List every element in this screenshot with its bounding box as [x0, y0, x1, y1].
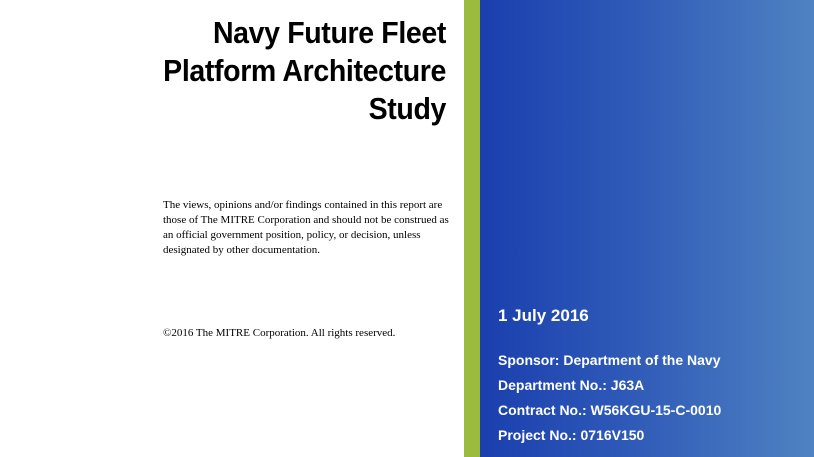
document-info-list	[498, 348, 721, 448]
title-line-1: Navy Future Fleet	[212, 15, 446, 50]
cover-info-panel	[480, 0, 814, 457]
title-line-3: Study	[368, 91, 446, 126]
contract-line: Contract No.: W56KGU-15-C-0010	[498, 402, 722, 418]
project-line: Project No.: 0716V150	[498, 427, 645, 443]
document-title	[60, 14, 446, 128]
disclaimer-text: The views, opinions and/or findings contained in this report are those of The MITRE Corporation and should not be construed as an official government position, policy, or decision, unless designated by other documentation.	[163, 199, 449, 256]
copyright-notice: ©2016 The MITRE Corporation. All rights reserved.	[163, 327, 396, 339]
department-line: Department No.: J63A	[498, 377, 645, 393]
sponsor-line: Sponsor: Department of the Navy	[498, 352, 721, 368]
accent-stripe	[464, 0, 480, 457]
publication-date: 1 July 2016	[498, 306, 589, 325]
title-line-2: Platform Architecture	[163, 53, 446, 88]
